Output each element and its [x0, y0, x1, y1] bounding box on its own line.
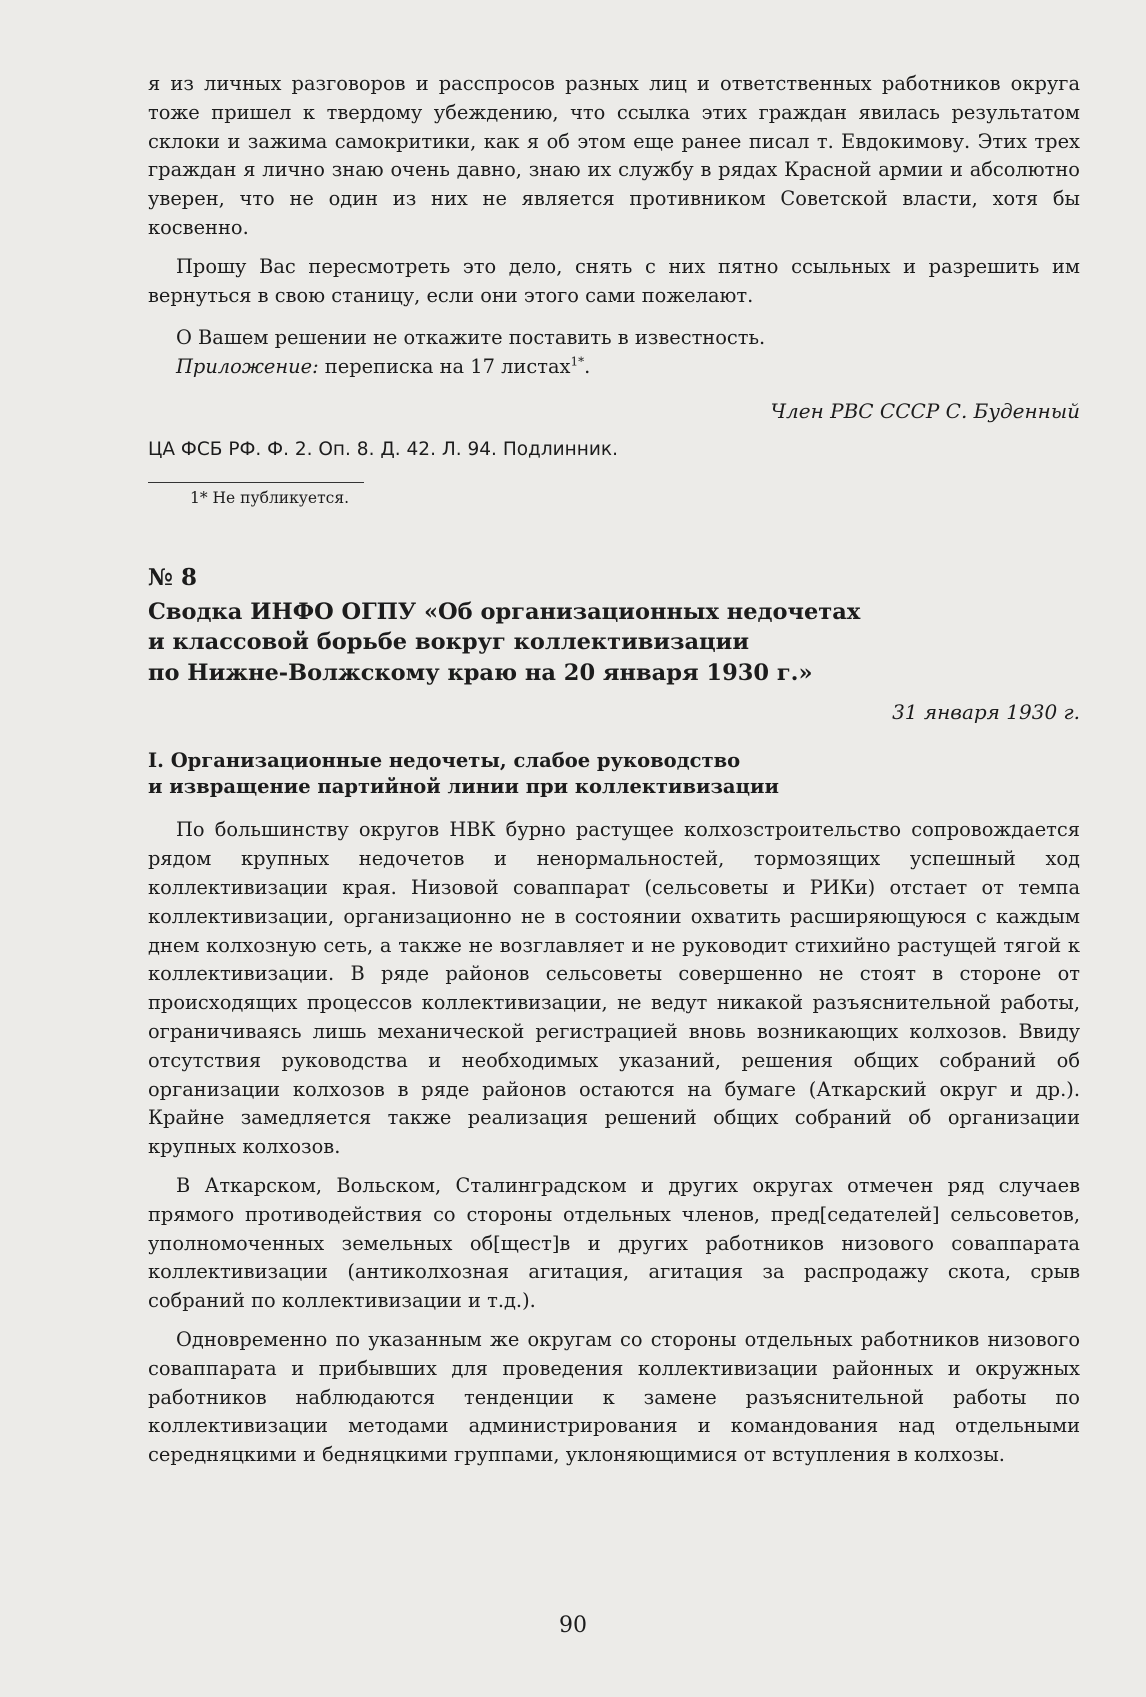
signature: Член РВС СССР С. Буденный [770, 398, 1080, 423]
document-date: 31 января 1930 г. [892, 700, 1080, 725]
body-paragraph: Одновременно по указанным же округам со стороны отдельных работников низового соваппарата и прибывших для проведения коллективизации районных и окружных работников наблюдаются тенденции к замене разъяснительной работы по коллективизации методами администрирования и командования над отдельными середняцкими и бедняцкими группами, уклоняющимися от вступления в колхозы. [148, 1328, 1080, 1467]
document-title-line: и классовой борьбе вокруг коллективизации [148, 629, 750, 656]
document-title-line: Сводка ИНФО ОГПУ «Об организационных недочетах [148, 598, 861, 625]
letter-attachment [148, 353, 1080, 382]
section-title-line: и извращение партийной линии при коллективизации [148, 775, 779, 799]
attachment-end: . [584, 355, 591, 379]
footnote-reference: 1* [570, 354, 585, 369]
footnote-divider [148, 482, 364, 483]
letter-request: Прошу Вас пересмотреть это дело, снять с них пятно ссыльных и разрешить им вернуться в свою станицу, если они этого сами пожелают. [148, 254, 1080, 307]
section-title [148, 748, 1080, 800]
body-paragraph: В Аткарском, Вольском, Сталинградском и других округах отмечен ряд случаев прямого противодействия со стороны отдельных членов, пред[седателей] сельсоветов, уполномоченных земельных об[щест]в и других работников низового соваппарата коллективизации (антиколхозная агитация, агитация за распродажу скота, срыв собраний по коллективизации и т.д.). [148, 1174, 1080, 1313]
letter-continuation: я из личных разговоров и расспросов разных лиц и ответственных работников округа тоже пришел к твердому убеждению, что ссылка этих граждан явилась результатом склоки и зажима самокритики, как я об этом еще ранее писал т. Евдокимову. Этих трех граждан я лично знаю очень давно, знаю их службу в рядах Красной армии и абсолютно уверен, что не один из них не является противником Советской власти, хотя бы косвенно. [148, 72, 1080, 239]
footnote: 1* Не публикуется. [190, 488, 350, 507]
section-title-line: I. Организационные недочеты, слабое руководство [148, 749, 741, 773]
document-title-line: по Нижне-Волжскому краю на 20 января 1930 г.» [148, 659, 813, 686]
attachment-text: переписка на 17 листах [318, 355, 571, 379]
archive-source: ЦА ФСБ РФ. Ф. 2. Оп. 8. Д. 42. Л. 94. Подлинник. [148, 438, 618, 460]
letter-closing: О Вашем решении не откажите поставить в известность. [176, 326, 766, 350]
document-title [148, 597, 1080, 689]
attachment-label: Приложение: [176, 355, 319, 379]
document-number: № 8 [148, 563, 198, 591]
page-number: 90 [559, 1613, 587, 1638]
body-paragraph: По большинству округов НВК бурно растущее колхозстроительство сопровождается рядом крупных недочетов и ненормальностей, тормозящих успешный ход коллективизации края. Низовой соваппарат (сельсоветы и РИКи) отстает от темпа коллективизации, организационно не в состоянии охватить расширяющуюся с каждым днем колхозную сеть, а также не возглавляет и не руководит стихийно растущей тягой к коллективизации. В ряде районов сельсоветы совершенно не стоят в стороне от происходящих процессов коллективизации, не ведут никакой разъяснительной работы, ограничиваясь лишь механической регистрацией вновь возникающих колхозов. Ввиду отсутствия руководства и необходимых указаний, решения общих собраний об организации колхозов в ряде районов остаются на бумаге (Аткарский округ и др.). Крайне замедляется также реализация решений общих собраний об организации крупных колхозов. [148, 818, 1080, 1159]
